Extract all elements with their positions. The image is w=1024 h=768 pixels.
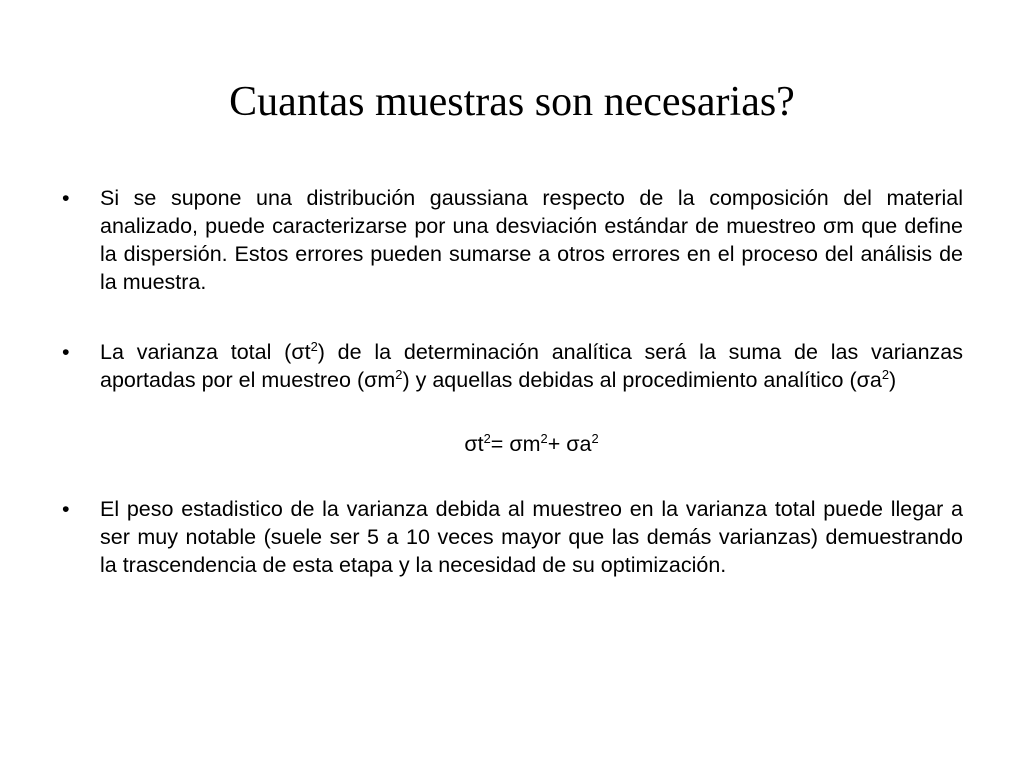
variance-formula [62, 430, 963, 458]
superscript: 2 [483, 430, 491, 446]
bullet-marker: • [62, 186, 70, 210]
bullet-text-part: ) y aquellas debidas al procedimiento analítico (σa [402, 368, 882, 392]
bullet-marker: • [62, 497, 70, 521]
bullet-item-variance [62, 338, 963, 394]
bullet-text-part: ) [889, 368, 897, 392]
superscript: 2 [540, 430, 548, 446]
bullet-text: Si se supone una distribución gaussiana respecto de la composición del material analizado, puede caracterizarse por una desviación estándar de muestreo σm que define la dispersión. Estos errores pueden sumarse a otros errores en el proceso del análisis de la muestra. [100, 186, 963, 294]
superscript: 2 [395, 366, 403, 382]
slide-body [62, 184, 963, 579]
superscript: 2 [881, 366, 890, 382]
bullet-item-gaussian [62, 184, 963, 296]
superscript: 2 [591, 430, 599, 446]
formula-part: = σm [490, 432, 541, 456]
bullet-text-part: ) de la determinación analítica será la suma de las varianzas aportadas por el muestreo (σm [100, 340, 964, 392]
formula-part: + σa [547, 432, 592, 456]
superscript: 2 [310, 338, 318, 354]
bullet-marker: • [62, 340, 70, 364]
bullet-text-part: La varianza total (σt [100, 340, 311, 364]
formula-part: σt [464, 432, 484, 456]
slide-title: Cuantas muestras son necesarias? [229, 79, 795, 125]
bullet-item-statistical-weight [62, 495, 963, 579]
bullet-text: El peso estadistico de la varianza debida al muestreo en la varianza total puede llegar a ser muy notable (suele ser 5 a 10 veces mayor que las demás varianzas) demuestrando la trascendencia de esta etapa y la necesidad de su optimización. [100, 497, 963, 577]
